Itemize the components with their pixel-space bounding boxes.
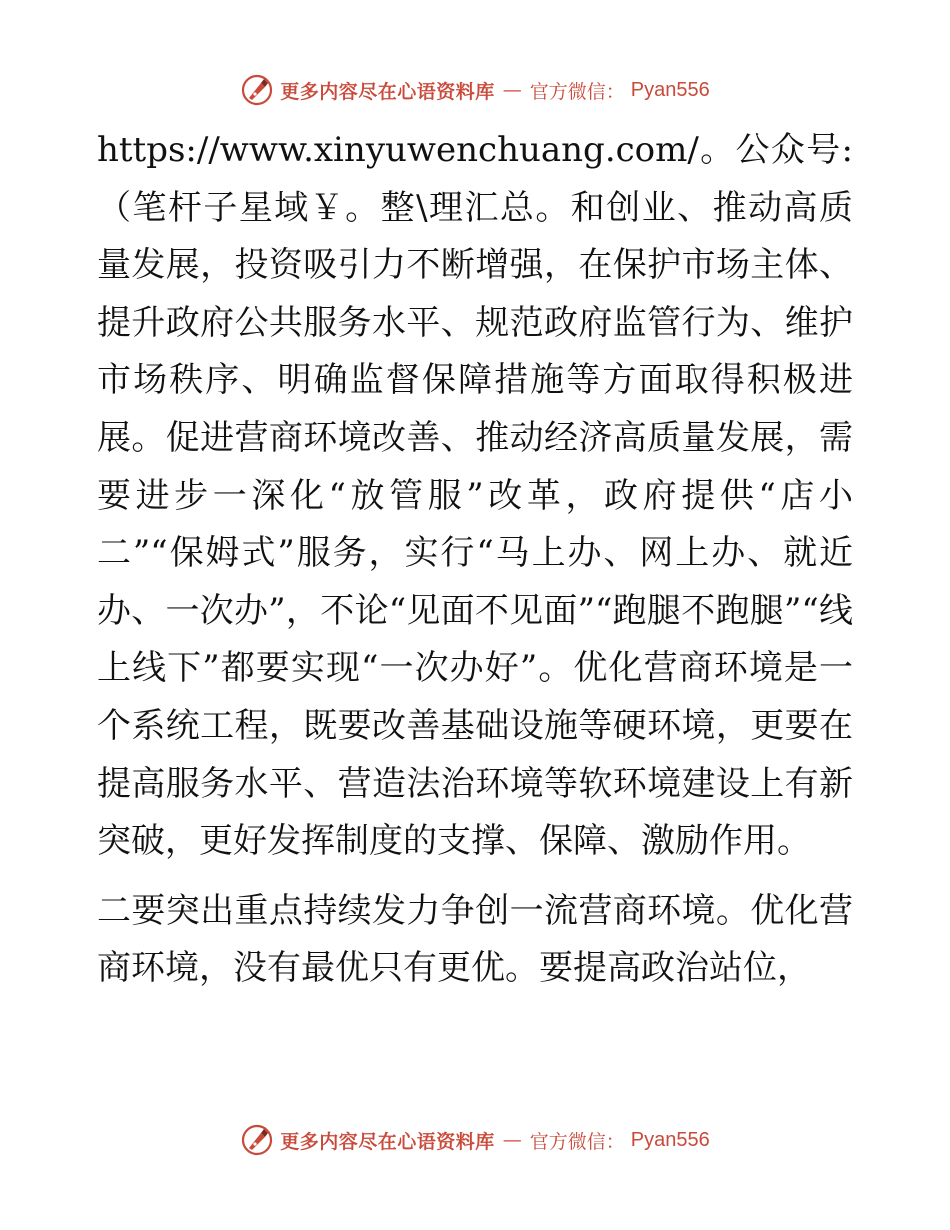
watermark-dash: —	[502, 79, 522, 101]
watermark-wechat-id: Pyan556	[630, 1128, 710, 1151]
watermark-dash: —	[502, 1129, 522, 1151]
watermark-text: 更多内容尽在心语资料库	[280, 80, 495, 103]
footer-watermark	[0, 1120, 950, 1160]
watermark-group	[240, 73, 710, 107]
header-watermark	[0, 70, 950, 110]
watermark-wechat-id: Pyan556	[630, 78, 710, 101]
watermark-group	[240, 1123, 710, 1157]
watermark-text: 更多内容尽在心语资料库	[280, 1130, 495, 1153]
watermark-wechat-label: 官方微信：	[529, 1130, 625, 1153]
watermark-wechat-label: 官方微信：	[529, 80, 625, 103]
document-body	[97, 122, 853, 998]
paragraph-2: 二要突出重点持续发力争创一流营商环境。优化营商环境，没有最优只有更优。要提高政治站位，	[97, 890, 853, 989]
pen-nib-logo-icon	[240, 1123, 274, 1157]
pen-nib-logo-icon	[240, 73, 274, 107]
paragraph-1: https://www.xinyuwenchuang.com/。公众号:（笔杆子星域￥。整\理汇总。和创业、推动高质量发展，投资吸引力不断增强，在保护市场主体、提升政府公共服务水平、规范政府监管行为、维护市场秩序、明确监督保障措施等方面取得积极进展。促进营商环境改善、推动经济高质量发展，需要进步一深化“放管服”改革，政府提供“店小二”“保姆式”服务，实行“马上办、网上办、就近办、一次办”，不论“见面不见面”“跑腿不跑腿”“线上线下”都要实现“一次办好”。优化营商环境是一个系统工程，既要改善基础设施等硬环境，更要在提高服务水平、营造法治环境等软环境建设上有新突破，更好发挥制度的支撑、保障、激励作用。	[97, 130, 853, 862]
